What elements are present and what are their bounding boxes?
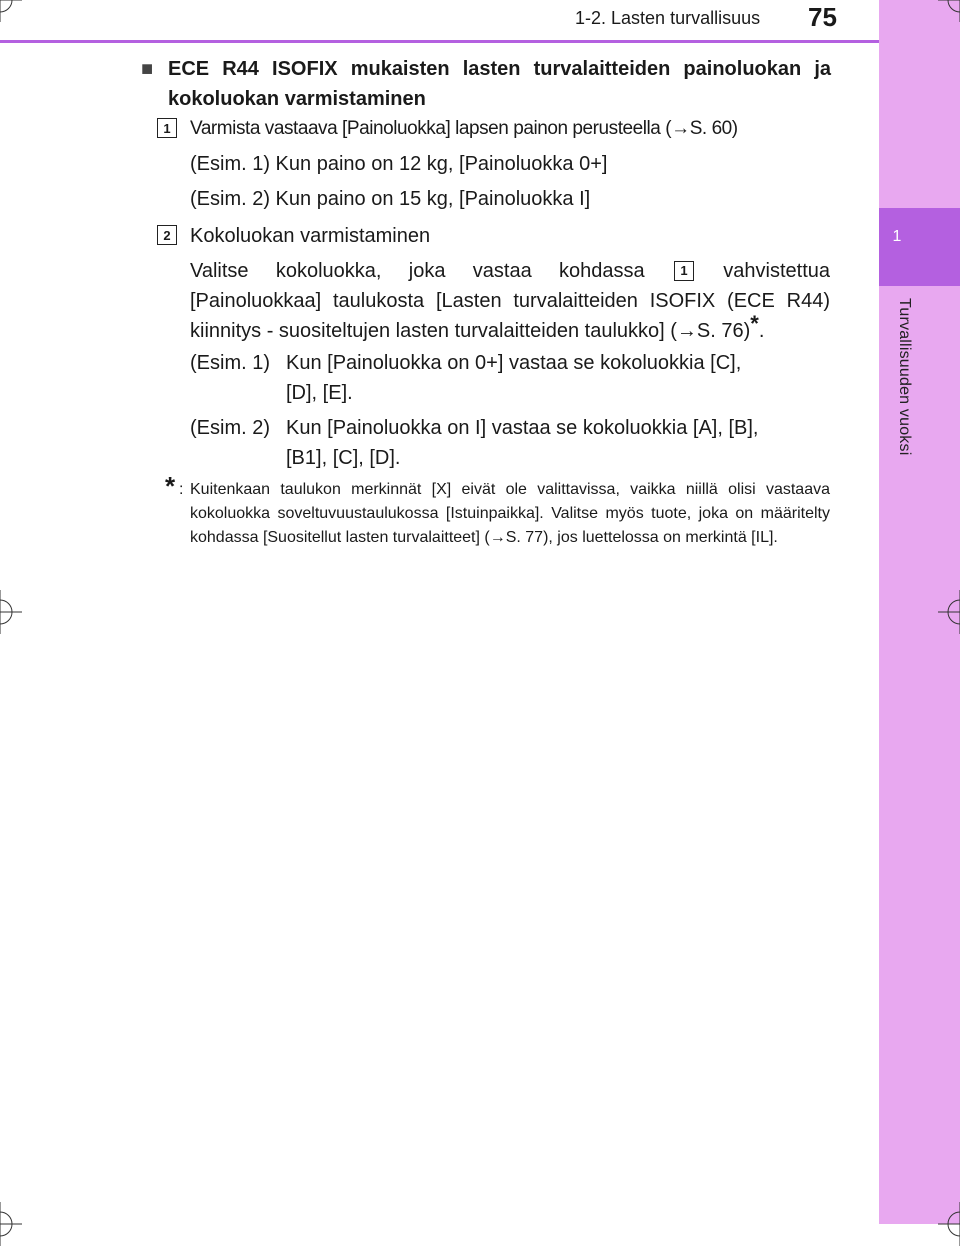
step-2-example-2 [190,413,830,473]
step-1-example-2: (Esim. 2) Kun paino on 15 kg, [Painoluokka I] [190,188,591,210]
example-1-text: Kun [Painoluokka on 0+] vastaa se kokoluokkia [C], [286,352,742,374]
page-number: 75 [808,2,837,32]
step-1-text-b: S. 60) [689,118,738,139]
example-1-cont: [D], [E]. [286,382,353,404]
example-1-label: (Esim. 1) [190,352,270,374]
crop-mark-icon [0,1202,22,1246]
step-2-para-a: Valitse kokoluokka, joka vastaa kohdassa [190,260,645,282]
section-title: 1-2. Lasten turvallisuus [575,8,761,28]
chapter-title: Turvallisuuden vuoksi [896,298,913,456]
step-2-para-end: . [758,320,765,342]
step-2-example-1 [190,348,830,408]
footnote-text-a: Kuitenkaan taulukon merkinnät [X] eivät ole valittavissa, vaikka niillä olisi vastaava kokoluokka soveltuvuustaulukossa [Istuinpaikka]. Valitse myös tuote, joka on määritelty kohdassa [Suositellut lasten turvalaitteet] ( [190,481,830,546]
step-1-example-1: (Esim. 1) Kun paino on 12 kg, [Painoluokka 0+] [190,153,608,175]
step-2-title: Kokoluokan varmistaminen [190,225,431,247]
step-1-text [190,114,738,144]
step-2-badge: 2 [157,225,177,245]
header-rule [0,40,879,43]
step-2-para-b: vahvistettua [Painoluokkaa] taulukosta [Lasten turvalaitteiden ISOFIX (ECE R44) kiinnitys - suositeltujen lasten turvalaitteiden taulukko] ( [190,260,830,342]
crop-mark-icon [938,590,960,634]
footnote-colon: : [179,481,184,498]
footnote-text [165,478,830,550]
arrow-icon: → [489,529,506,546]
footnote [165,471,830,550]
step-2-para-c: S. 76) [696,320,751,342]
chapter-number: 1 [892,228,902,245]
heading-text: ECE R44 ISOFIX mukaisten lasten turvalaitteiden painoluokan ja kokoluokan varmistaminen [168,58,831,110]
crop-mark-icon [938,1202,960,1246]
section-heading [141,54,831,114]
step-2-paragraph [190,256,830,346]
crop-mark-icon [0,0,22,22]
step-1-text-a: Varmista vastaava [Painoluokka] lapsen painon perusteella ( [190,118,672,139]
square-bullet-icon: ■ [141,58,154,80]
example-2-text: Kun [Painoluokka on I] vastaa se kokoluokkia [A], [B], [286,417,759,439]
footnote-star: * [165,471,176,501]
example-2-label: (Esim. 2) [190,417,270,439]
step-1-badge: 1 [157,118,177,138]
step-ref-badge: 1 [674,261,694,281]
crop-mark-icon [938,0,960,22]
chapter-tab[interactable] [879,208,960,286]
footnote-marker[interactable]: * [750,311,759,336]
arrow-icon: → [671,118,690,139]
example-2-cont: [B1], [C], [D]. [286,447,401,469]
footnote-text-b: S. 77), jos luettelossa on merkintä [IL]. [505,529,778,546]
arrow-icon: → [676,320,697,342]
crop-mark-icon [0,590,22,634]
